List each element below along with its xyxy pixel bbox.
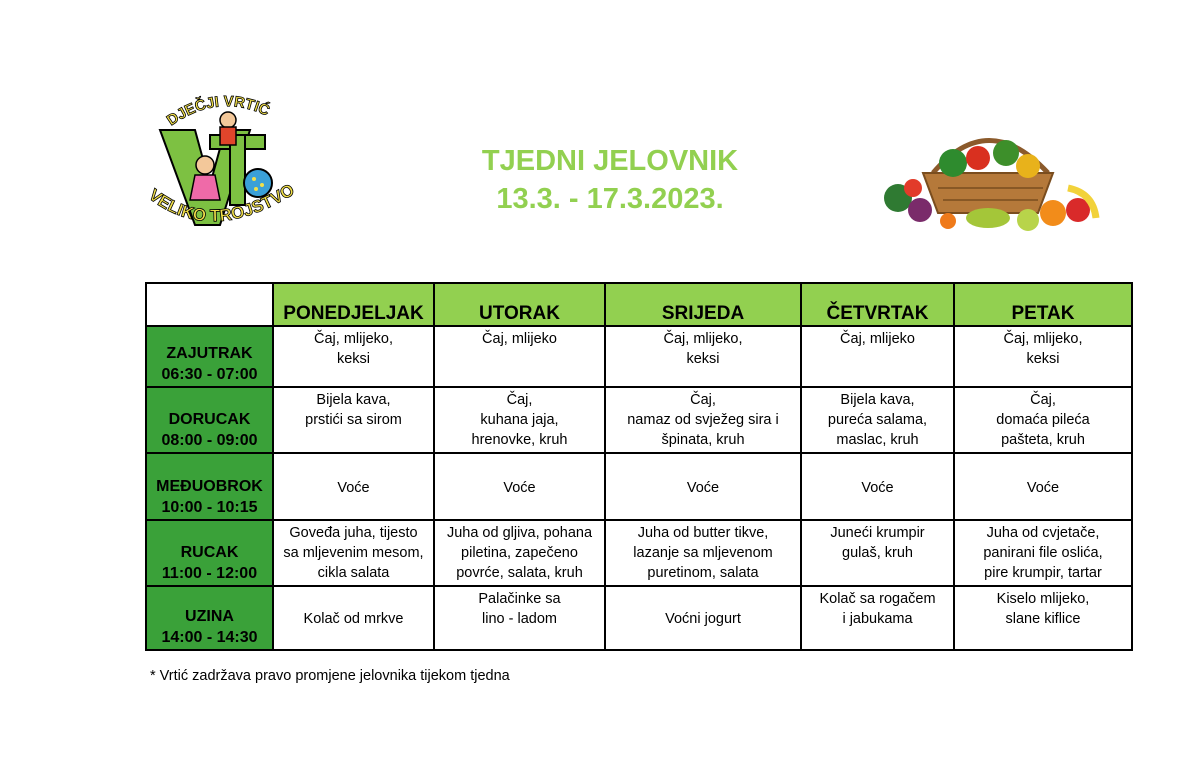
menu-line: povrće, salata, kruh [456, 565, 583, 581]
meal-label [146, 586, 273, 650]
vegetable-basket-image [878, 118, 1100, 233]
meal-time: 06:30 - 07:00 [161, 366, 258, 383]
title-date-range: 13.3. - 17.3.2023. [496, 183, 724, 215]
menu-cell [954, 326, 1132, 387]
menu-line: gulaš, kruh [842, 545, 913, 561]
menu-cell [434, 453, 605, 520]
menu-cell [273, 520, 434, 586]
menu-cell [801, 326, 954, 387]
menu-line: sa mljevenim mesom, [283, 545, 424, 561]
menu-line: Čaj, mlijeko [840, 331, 915, 347]
table-row [146, 453, 1132, 520]
menu-cell [801, 387, 954, 453]
day-header-thursday: ČETVRTAK [801, 283, 954, 326]
meal-name: UZINA [185, 608, 234, 625]
table-corner-cell [146, 283, 273, 326]
menu-line: keksi [1026, 351, 1060, 367]
menu-line: hrenovke, kruh [471, 432, 568, 448]
menu-line: Juha od gljiva, pohana [446, 525, 593, 541]
meal-time: 14:00 - 14:30 [161, 629, 258, 646]
meal-name: ZAJUTRAK [166, 345, 253, 362]
menu-cell [434, 387, 605, 453]
menu-line: Čaj, [506, 392, 533, 408]
menu-cell [801, 586, 954, 650]
meal-label [146, 520, 273, 586]
menu-line: Čaj, mlijeko, [1003, 331, 1083, 347]
menu-line: Čaj, [690, 392, 716, 408]
meal-label [146, 387, 273, 453]
day-header-friday: PETAK [954, 283, 1132, 326]
kindergarten-logo [140, 85, 305, 245]
menu-cell [273, 453, 434, 520]
menu-line: Juneći krumpir [830, 525, 925, 541]
menu-cell [273, 586, 434, 650]
menu-line: Voće [503, 479, 536, 496]
menu-cell [801, 520, 954, 586]
logo-bottom-text: VELIKO TROJSTVO [145, 180, 298, 226]
menu-line: keksi [686, 351, 720, 367]
menu-cell [605, 520, 801, 586]
meal-name: MEĐUOBROK [156, 478, 263, 495]
menu-line: slane kiflice [1005, 611, 1081, 627]
meal-time: 08:00 - 09:00 [161, 432, 258, 449]
menu-cell [605, 453, 801, 520]
meal-label [146, 453, 273, 520]
menu-line: lino - ladom [482, 611, 557, 627]
svg-text:DJEČJI VRTIĆ [164, 93, 273, 129]
menu-line: cikla salata [317, 565, 390, 581]
menu-cell [273, 387, 434, 453]
meal-time: 11:00 - 12:00 [161, 565, 258, 582]
menu-line: Juha od cvjetače, [986, 525, 1100, 541]
weekly-menu-table [145, 282, 1133, 651]
menu-cell [273, 326, 434, 387]
menu-line: puretinom, salata [647, 565, 759, 581]
menu-cell [605, 586, 801, 650]
menu-cell [434, 326, 605, 387]
day-header-tuesday: UTORAK [434, 283, 605, 326]
meal-name: RUCAK [180, 544, 239, 561]
menu-cell [605, 326, 801, 387]
menu-line: Juha od butter tikve, [637, 525, 769, 541]
menu-line: namaz od svježeg sira i [627, 412, 779, 428]
menu-cell [605, 387, 801, 453]
logo-top-text: DJEČJI VRTIĆ [163, 93, 273, 130]
menu-line: maslac, kruh [836, 432, 919, 448]
menu-line: Čaj, mlijeko, [663, 331, 743, 347]
menu-line: panirani file oslića, [983, 545, 1103, 561]
meal-time: 10:00 - 10:15 [161, 499, 258, 516]
menu-line: Palačinke sa [478, 591, 561, 607]
menu-line: Kolač od mrkve [303, 611, 404, 627]
title-line-1: TJEDNI JELOVNIK [481, 145, 739, 177]
menu-line: Čaj, [1030, 392, 1056, 408]
footnote: * Vrtić zadržava pravo promjene jelovnika tijekom tjedna [150, 668, 510, 684]
day-header-monday: PONEDJELJAK [273, 283, 434, 326]
menu-line: Čaj, mlijeko, [314, 331, 393, 347]
table-row [146, 326, 1132, 387]
menu-line: Čaj, mlijeko [482, 331, 557, 347]
menu-cell [434, 520, 605, 586]
menu-line: Kiselo mlijeko, [996, 591, 1090, 607]
menu-line: Voće [686, 479, 720, 496]
menu-line: prstići sa sirom [305, 412, 402, 428]
table-row [146, 586, 1132, 650]
menu-line: Voće [1026, 479, 1060, 496]
menu-line: pire krumpir, tartar [984, 565, 1102, 581]
menu-line: piletina, zapečeno [461, 545, 578, 561]
menu-line: špinata, kruh [661, 432, 745, 448]
table-row [146, 387, 1132, 453]
menu-line: keksi [336, 351, 371, 367]
menu-line: pašteta, kruh [1001, 432, 1085, 448]
menu-line: domaća pileća [996, 412, 1090, 428]
menu-cell [954, 586, 1132, 650]
menu-line: lazanje sa mljevenom [633, 545, 773, 561]
menu-line: Kolač sa rogačem [819, 591, 936, 607]
menu-line: Bijela kava, [840, 392, 915, 408]
meal-label [146, 326, 273, 387]
menu-cell [954, 387, 1132, 453]
page-title [470, 142, 750, 218]
menu-line: pureća salama, [827, 412, 928, 428]
menu-line: Voće [861, 479, 894, 496]
menu-line: kuhana jaja, [480, 412, 559, 428]
menu-cell [954, 453, 1132, 520]
menu-line: Voće [337, 479, 370, 496]
menu-cell [434, 586, 605, 650]
menu-line: Voćni jogurt [665, 611, 741, 627]
menu-cell [801, 453, 954, 520]
menu-line: Goveđa juha, tijesto [289, 525, 418, 541]
menu-line: Bijela kava, [316, 392, 391, 408]
table-row [146, 520, 1132, 586]
day-header-wednesday: SRIJEDA [605, 283, 801, 326]
meal-name: DORUCAK [168, 411, 251, 428]
menu-line: i jabukama [842, 611, 913, 627]
menu-cell [954, 520, 1132, 586]
